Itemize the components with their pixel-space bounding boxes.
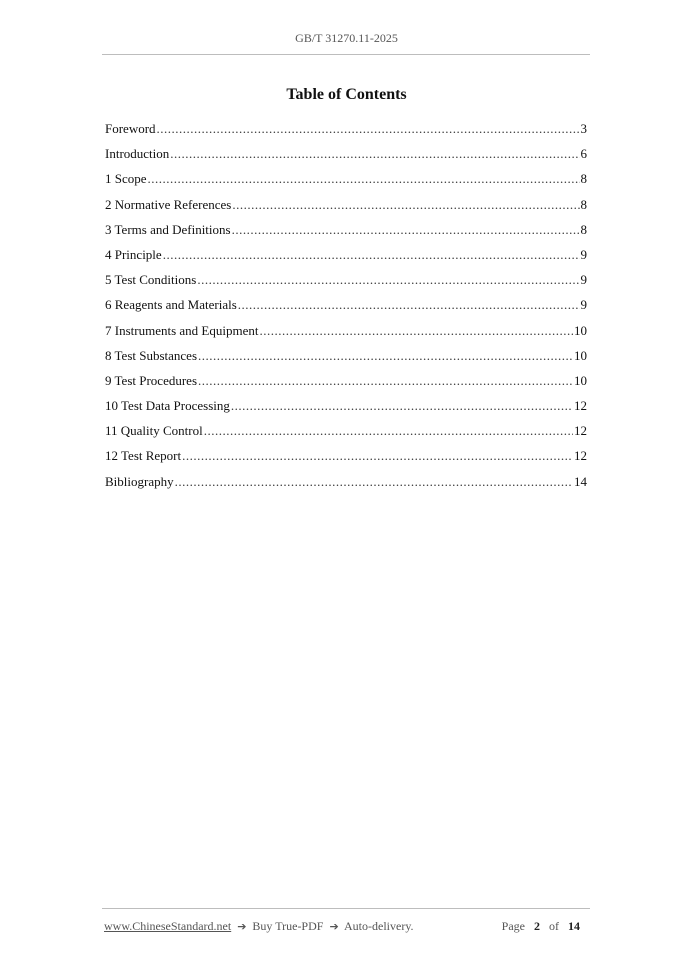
of-word: of xyxy=(549,919,559,933)
toc-entry-label: 12 Test Report xyxy=(105,448,182,464)
toc-entry[interactable] xyxy=(105,347,587,372)
current-page-number: 2 xyxy=(534,919,540,933)
toc-entry-label: 4 Principle xyxy=(105,246,162,262)
toc-entry-label: 6 Reagents and Materials xyxy=(105,297,237,313)
footer-divider xyxy=(102,908,590,909)
toc-entry-label: Bibliography xyxy=(105,473,174,489)
total-page-count: 14 xyxy=(568,919,580,933)
toc-dot-leader xyxy=(238,296,580,314)
toc-entry-label: Foreword xyxy=(105,121,156,136)
toc-entry[interactable] xyxy=(105,397,587,422)
toc-dot-leader xyxy=(232,196,579,214)
toc-entry[interactable] xyxy=(105,372,587,397)
toc-dot-leader xyxy=(204,422,573,440)
toc-entry-page-number: 9 xyxy=(580,297,587,313)
toc-entry-page-number: 6 xyxy=(580,146,587,162)
toc-entry[interactable] xyxy=(105,196,587,221)
toc-entry-page-number: 8 xyxy=(580,221,587,237)
toc-entry[interactable] xyxy=(105,271,587,296)
toc-entry[interactable] xyxy=(105,422,587,447)
toc-dot-leader xyxy=(175,473,573,491)
toc-entry-page-number: 3 xyxy=(580,121,587,136)
toc-entry-label: 11 Quality Control xyxy=(105,423,203,439)
toc-entry-page-number: 9 xyxy=(580,272,587,288)
toc-entry-label: 2 Normative References xyxy=(105,196,232,212)
toc-dot-leader xyxy=(198,347,573,365)
toc-entry-label: 8 Test Substances xyxy=(105,347,198,363)
toc-entry-page-number: 12 xyxy=(574,423,587,439)
toc-entry-label: 9 Test Procedures xyxy=(105,372,197,388)
toc-entry-page-number: 10 xyxy=(574,372,587,388)
toc-entry[interactable] xyxy=(105,322,587,347)
toc-entry[interactable] xyxy=(105,296,587,321)
toc-entry[interactable] xyxy=(105,246,587,271)
toc-dot-leader xyxy=(163,246,580,264)
chinese-standard-link[interactable]: www.ChineseStandard.net xyxy=(104,919,232,933)
toc-entry[interactable] xyxy=(105,221,587,246)
page-indicator xyxy=(502,919,586,934)
toc-entry-page-number: 10 xyxy=(574,322,587,338)
arrow-right-icon: ➔ xyxy=(329,920,339,933)
toc-dot-leader xyxy=(157,120,580,138)
toc-entry-label: 10 Test Data Processing xyxy=(105,398,230,414)
toc-dot-leader xyxy=(148,170,580,188)
toc-entry[interactable] xyxy=(105,447,587,472)
toc-entry-label: 7 Instruments and Equipment xyxy=(105,322,259,338)
toc-entry[interactable] xyxy=(105,145,587,170)
toc-dot-leader xyxy=(182,447,573,465)
toc-entry[interactable] xyxy=(105,170,587,195)
toc-entry-label: Introduction xyxy=(105,146,170,162)
page-footer xyxy=(104,919,586,934)
toc-entry-label: 3 Terms and Definitions xyxy=(105,221,231,237)
toc-dot-leader xyxy=(259,322,573,340)
page-word: Page xyxy=(501,919,525,933)
toc-entry-page-number: 12 xyxy=(574,448,587,464)
document-code-header: GB/T 31270.11-2025 xyxy=(295,31,398,45)
table-of-contents xyxy=(105,120,587,498)
footer-promo xyxy=(104,919,414,934)
auto-delivery-text: Auto-delivery. xyxy=(344,919,414,933)
header-divider xyxy=(102,54,590,55)
toc-entry-page-number: 9 xyxy=(580,246,587,262)
toc-title: Table of Contents xyxy=(286,86,407,103)
toc-entry-page-number: 10 xyxy=(574,347,587,363)
toc-entry-page-number: 12 xyxy=(574,398,587,414)
toc-entry-label: 1 Scope xyxy=(105,171,147,187)
toc-dot-leader xyxy=(232,221,580,239)
toc-dot-leader xyxy=(198,372,573,390)
toc-entry-page-number: 8 xyxy=(580,171,587,187)
toc-entry[interactable] xyxy=(105,120,587,145)
toc-entry-label: 5 Test Conditions xyxy=(105,272,197,288)
arrow-right-icon: ➔ xyxy=(237,920,247,933)
toc-entry-page-number: 14 xyxy=(574,473,587,489)
toc-dot-leader xyxy=(170,145,579,163)
toc-dot-leader xyxy=(231,397,573,415)
toc-dot-leader xyxy=(197,271,579,289)
buy-true-pdf-text: Buy True-PDF xyxy=(252,919,324,933)
toc-entry[interactable] xyxy=(105,473,587,498)
toc-entry-page-number: 8 xyxy=(580,196,587,212)
